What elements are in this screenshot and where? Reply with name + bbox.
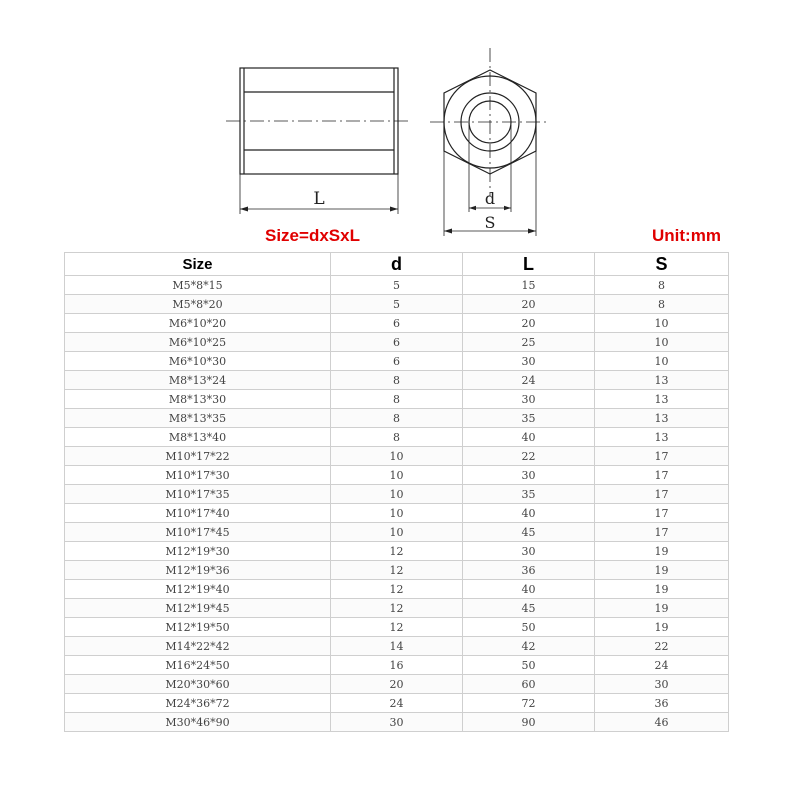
cell-s: 8 [595, 295, 729, 314]
cell-l: 40 [463, 504, 595, 523]
cell-l: 30 [463, 542, 595, 561]
cell-size: M6*10*30 [65, 352, 331, 371]
table-row [65, 561, 729, 580]
length-label: L [313, 189, 325, 209]
table-row [65, 466, 729, 485]
cell-s: 17 [595, 485, 729, 504]
table-row [65, 713, 729, 732]
cell-l: 25 [463, 333, 595, 352]
cell-s: 10 [595, 352, 729, 371]
cell-l: 40 [463, 580, 595, 599]
cell-l: 15 [463, 276, 595, 295]
cell-size: M12*19*36 [65, 561, 331, 580]
cell-size: M14*22*42 [65, 637, 331, 656]
table-body [65, 276, 729, 732]
cell-l: 24 [463, 371, 595, 390]
cell-s: 19 [595, 580, 729, 599]
length-arrow-right [390, 207, 398, 212]
table-row [65, 390, 729, 409]
table-row [65, 371, 729, 390]
cell-size: M12*19*45 [65, 599, 331, 618]
cell-size: M10*17*30 [65, 466, 331, 485]
s-label: S [484, 213, 496, 232]
cell-l: 35 [463, 485, 595, 504]
cell-l: 40 [463, 428, 595, 447]
table-row [65, 599, 729, 618]
cell-s: 19 [595, 542, 729, 561]
cell-d: 8 [331, 390, 463, 409]
cell-l: 42 [463, 637, 595, 656]
d-label: d [484, 189, 496, 208]
cell-size: M10*17*22 [65, 447, 331, 466]
s-arrow-left [444, 229, 452, 234]
cell-d: 6 [331, 333, 463, 352]
cell-l: 50 [463, 618, 595, 637]
table-header-row [65, 253, 729, 276]
table-row [65, 675, 729, 694]
cell-d: 16 [331, 656, 463, 675]
cell-size: M12*19*30 [65, 542, 331, 561]
cell-s: 17 [595, 504, 729, 523]
table-row [65, 295, 729, 314]
table-row [65, 542, 729, 561]
cell-d: 12 [331, 561, 463, 580]
header-d: d [331, 253, 463, 276]
size-formula-caption: Size=dxSxL [265, 226, 360, 245]
cell-size: M8*13*35 [65, 409, 331, 428]
hex-nut-drawing [0, 0, 800, 250]
table-row [65, 447, 729, 466]
cell-size: M8*13*30 [65, 390, 331, 409]
cell-size: M10*17*35 [65, 485, 331, 504]
table-row [65, 694, 729, 713]
header-l: L [463, 253, 595, 276]
table-row [65, 580, 729, 599]
cell-d: 10 [331, 466, 463, 485]
cell-l: 35 [463, 409, 595, 428]
cell-size: M10*17*40 [65, 504, 331, 523]
s-arrow-right [528, 229, 536, 234]
cell-d: 10 [331, 523, 463, 542]
cell-l: 30 [463, 352, 595, 371]
cell-s: 13 [595, 409, 729, 428]
cell-l: 20 [463, 295, 595, 314]
table-row [65, 485, 729, 504]
table-row [65, 333, 729, 352]
cell-s: 17 [595, 523, 729, 542]
cell-s: 19 [595, 599, 729, 618]
spec-table [64, 252, 729, 732]
cell-l: 36 [463, 561, 595, 580]
cell-size: M5*8*20 [65, 295, 331, 314]
cell-s: 36 [595, 694, 729, 713]
cell-s: 17 [595, 466, 729, 485]
cell-s: 10 [595, 333, 729, 352]
cell-size: M16*24*50 [65, 656, 331, 675]
cell-d: 12 [331, 542, 463, 561]
cell-d: 12 [331, 580, 463, 599]
cell-d: 12 [331, 599, 463, 618]
cell-d: 12 [331, 618, 463, 637]
cell-s: 30 [595, 675, 729, 694]
table-row [65, 656, 729, 675]
table-row [65, 523, 729, 542]
cell-size: M8*13*24 [65, 371, 331, 390]
cell-size: M24*36*72 [65, 694, 331, 713]
cell-l: 45 [463, 599, 595, 618]
table-row [65, 504, 729, 523]
cell-size: M12*19*40 [65, 580, 331, 599]
cell-size: M30*46*90 [65, 713, 331, 732]
header-s: S [595, 253, 729, 276]
cell-size: M8*13*40 [65, 428, 331, 447]
cell-l: 45 [463, 523, 595, 542]
cell-l: 30 [463, 466, 595, 485]
cell-d: 10 [331, 504, 463, 523]
cell-s: 19 [595, 618, 729, 637]
cell-s: 17 [595, 447, 729, 466]
table-row [65, 637, 729, 656]
cell-s: 13 [595, 390, 729, 409]
cell-d: 10 [331, 447, 463, 466]
cell-d: 30 [331, 713, 463, 732]
cell-d: 6 [331, 352, 463, 371]
cell-l: 20 [463, 314, 595, 333]
cell-d: 24 [331, 694, 463, 713]
cell-s: 19 [595, 561, 729, 580]
cell-size: M12*19*50 [65, 618, 331, 637]
cell-d: 14 [331, 637, 463, 656]
cell-d: 20 [331, 675, 463, 694]
cell-s: 46 [595, 713, 729, 732]
cell-d: 8 [331, 409, 463, 428]
cell-l: 60 [463, 675, 595, 694]
table-row [65, 352, 729, 371]
cell-d: 8 [331, 428, 463, 447]
table-row [65, 428, 729, 447]
length-arrow-left [240, 207, 248, 212]
header-size: Size [65, 253, 331, 276]
cell-d: 10 [331, 485, 463, 504]
table-row [65, 618, 729, 637]
cell-size: M6*10*25 [65, 333, 331, 352]
cell-l: 72 [463, 694, 595, 713]
cell-size: M20*30*60 [65, 675, 331, 694]
table-row [65, 409, 729, 428]
cell-size: M10*17*45 [65, 523, 331, 542]
cell-s: 24 [595, 656, 729, 675]
cell-d: 8 [331, 371, 463, 390]
d-arrow-right [504, 206, 511, 210]
cell-d: 6 [331, 314, 463, 333]
cell-l: 30 [463, 390, 595, 409]
unit-caption: Unit:mm [652, 226, 721, 245]
cell-l: 90 [463, 713, 595, 732]
table-row [65, 276, 729, 295]
cell-l: 50 [463, 656, 595, 675]
cell-size: M6*10*20 [65, 314, 331, 333]
cell-d: 5 [331, 276, 463, 295]
cell-l: 22 [463, 447, 595, 466]
cell-s: 8 [595, 276, 729, 295]
cell-s: 13 [595, 371, 729, 390]
d-arrow-left [469, 206, 476, 210]
table-row [65, 314, 729, 333]
cell-d: 5 [331, 295, 463, 314]
cell-s: 22 [595, 637, 729, 656]
cell-size: M5*8*15 [65, 276, 331, 295]
cell-s: 13 [595, 428, 729, 447]
cell-s: 10 [595, 314, 729, 333]
